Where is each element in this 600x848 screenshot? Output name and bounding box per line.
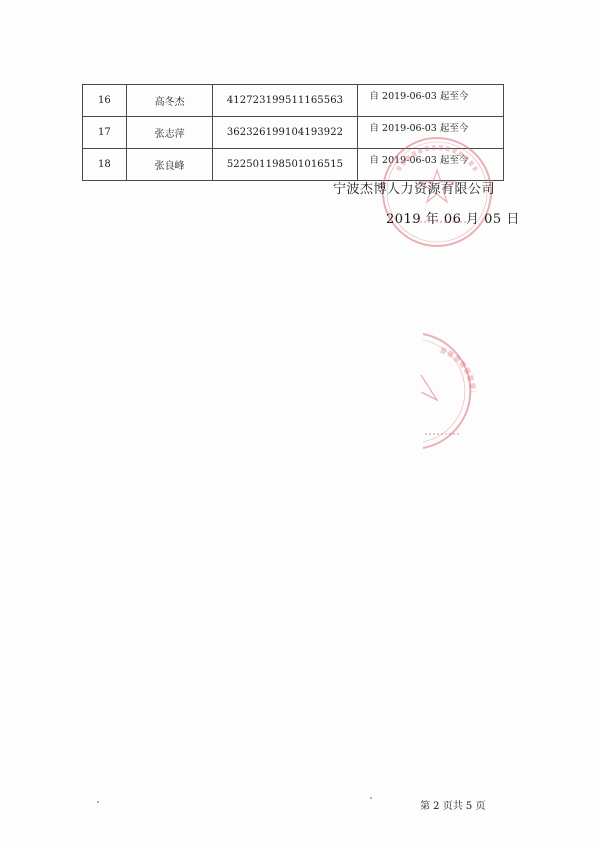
- employment-period: 自 2019-06-03 起至今: [357, 85, 503, 117]
- scan-speck: [97, 801, 99, 803]
- employee-roster-table: [82, 84, 504, 181]
- table-row: [83, 117, 504, 149]
- id-number: 522501198501016515: [213, 149, 357, 181]
- company-name-signature: 宁波杰博人力资源有限公司: [333, 182, 496, 197]
- table-row: [83, 149, 504, 181]
- employment-period: 自 2019-06-03 起至今: [357, 149, 503, 181]
- row-number: 18: [83, 149, 127, 181]
- employee-name: 高冬杰: [126, 85, 213, 117]
- id-number: 412723199511165563: [213, 85, 357, 117]
- employee-name: 张志萍: [126, 117, 213, 149]
- row-number: 16: [83, 85, 127, 117]
- cross-page-seal-stamp: [415, 330, 495, 452]
- employee-name: 张良峰: [126, 149, 213, 181]
- table-row: [83, 85, 504, 117]
- employment-period: 自 2019-06-03 起至今: [357, 117, 503, 149]
- page-number-footer: 第 2 页共 5 页: [420, 801, 486, 812]
- scan-speck: [370, 797, 372, 799]
- id-number: 362326199104193922: [213, 117, 357, 149]
- row-number: 17: [83, 117, 127, 149]
- signature-date: 2019 年 06 月 05 日: [386, 212, 520, 227]
